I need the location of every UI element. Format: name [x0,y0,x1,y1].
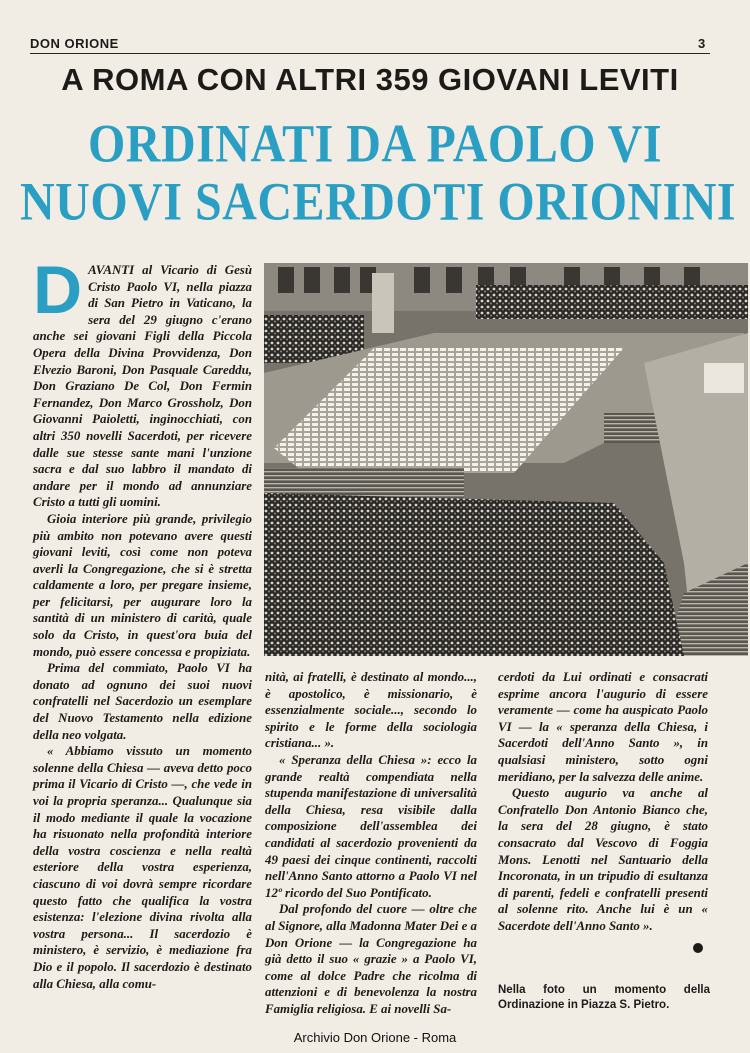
paragraph: « Speranza della Chiesa »: ecco la grande realtà compendiata nella stupenda manifestazione di universalità della Chiesa, resa visibile dalla composizione dell'assemblea dei candidati al sacerdozio provenienti da 49 paesi dei cinque continenti, raccolti nell'Anno Santo attorno a Paolo VI nel 12º ricordo del Suo Pontificato. [265,752,477,900]
running-head: DON ORIONE [30,36,119,51]
kicker: A ROMA CON ALTRI 359 GIOVANI LEVITI [61,62,679,97]
headline-line-1: ORDINATI DA PAOLO VI [87,114,663,174]
archive-footer: Archivio Don Orione - Roma [293,1030,457,1045]
article-column-3 [498,669,708,935]
paragraph: Gioia interiore più grande, privilegio più ambito non potevano avere questi giovani leviti, così come non poteva averli la Congregazione, che si è stretta caldamente a loro, per pregare insieme, per felicitarsi, per augurare loro la santità di un ministero di carità, quale solo da Cristo, in quest'ora buia del mondo, può essere concessa e propiziata. [33,511,252,659]
paragraph: Prima del commiato, Paolo VI ha donato ad ognuno dei suoi nuovi confratelli nel Sacerdozio un esemplare del Nuovo Testamento nella edizione della neo volgata. [33,661,252,742]
paragraph: cerdoti da Lui ordinati e consacrati esprime ancora l'augurio di essere veramente — come ha auspicato Paolo VI — la « speranza della Chiesa, i Sacerdoti dell'Anno Santo », in qualsiasi ministero, sotto ogni meridiano, per la salvezza delle anime. [498,670,708,784]
article-column-1 [33,252,252,992]
headline-line-2: NUOVI SACERDOTI ORIONINI [20,172,737,232]
drop-cap: D [33,252,83,328]
page-number: 3 [698,36,706,51]
photo-caption: Nella foto un momento della Ordinazione in Piazza S. Pietro. [498,984,710,1011]
paragraph: AVANTI al Vicario di Gesù Cristo Paolo VI, nella piazza di San Pietro in Vaticano, la sera del 29 giugno c'erano anche sei giovani Figli della Piccola Opera della Divina Provvidenza, Don Elvezio Baroni, Don Pasquale Careddu, Don Graziano De Col, Don Fermin Fernandez, Don Marco Grossholz, Don Giovanni Paioletti, inginocchiati, con altri 350 novelli Sacerdoti, per ricevere dalle sue stesse sante mani l'unzione sacra e dal suo labbro il mandato di andare per il mondo ad annunziare Cristo a tutti gli uomini. [33,263,252,510]
paragraph: « Abbiamo vissuto un momento solenne della Chiesa — aveva detto poco prima il Vicario di Cristo —, che vede in voi la propria speranza... Qualunque sia il modo mediante il quale la vocazione ha risuonato nella profondità interiore della vostra coscienza e nella realtà esteriore della vostra esperienza, ciascuno di voi dovrà sempre ricordare questo fatto che qualifica la vostra esistenza: l'elezione divina rivolta alla vostra persona... Il sacerdozio è ministero, è servizio, è mediazione fra Dio e il popolo. Il sacerdozio è destinato alla Chiesa, alla comu- [33,744,252,991]
header-rule [30,53,710,54]
photo-piazza-san-pietro [264,263,748,656]
photo-illustration [264,263,748,656]
article-column-2 [265,669,477,1017]
paragraph: Dal profondo del cuore — oltre che al Signore, alla Madonna Mater Dei e a Don Orione — la Congregazione ha già detto il suo « grazie » a Paolo VI, come al dolce Padre che ricolma di attenzioni e di benevolenza la nostra Famiglia religiosa. E ai novelli Sa- [265,902,477,1016]
end-bullet-icon [693,943,703,953]
paragraph: Questo augurio va anche al Confratello Don Antonio Bianco che, la sera del 28 giugno, è stato consacrato dal Vescovo di Foggia Mons. Lenotti nel Santuario della Incoronata, in un tripudio di esultanza di parenti, fedeli e confratelli presenti al solenne rito. Anche lui è un « Sacerdote dell'Anno Santo ». [498,786,708,933]
paragraph: nità, ai fratelli, è destinato al mondo..., è apostolico, è missionario, è essenzialmente sociale..., secondo lo spirito e le forme della sociologia cristiana... ». [265,670,477,751]
